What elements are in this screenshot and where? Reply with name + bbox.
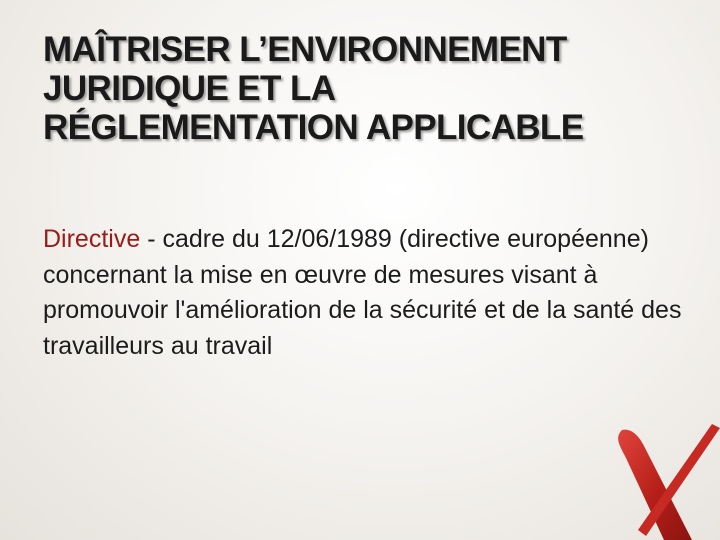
title-line: RÉGLEMENTATION APPLICABLE — [43, 108, 584, 147]
red-x-logo-icon — [600, 418, 720, 540]
slide-title — [43, 30, 703, 147]
title-line: MAÎTRISER L’ENVIRONNEMENT — [43, 30, 567, 69]
body-text: - cadre du 12/06/1989 (directive européenne) concernant la mise en œuvre de mesures visant à promouvoir l'amélioration de la sécurité et de la santé des travailleurs au travail — [43, 225, 682, 360]
highlight-term: Directive — [43, 225, 141, 253]
title-line: JURIDIQUE ET LA — [43, 69, 336, 108]
slide-body — [43, 222, 683, 364]
